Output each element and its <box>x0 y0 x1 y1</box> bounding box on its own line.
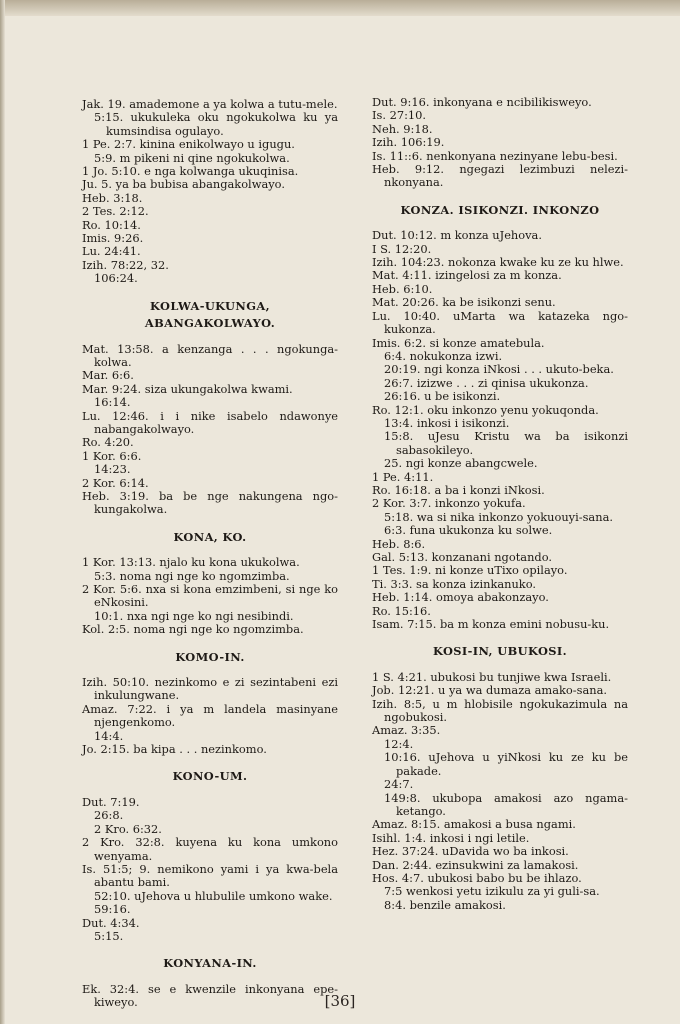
reference-entry: 1 Tes. 1:9. ni konze uTixo opilayo. <box>372 563 568 578</box>
section-heading: ABANGAKOLWAYO. <box>144 316 276 331</box>
reference-entry: Job. 12:21. u ya wa dumaza amako-sana. <box>372 683 607 698</box>
reference-entry: Izih. 78:22, 32. <box>82 257 169 272</box>
reference-entry: Heb. 1:14. omoya abakonzayo. <box>372 590 549 605</box>
reference-entry: Izih. 106:19. <box>372 135 445 150</box>
reference-entry: Is. 51:5; 9. nemikono yami i ya kwa-bela abantu bami. <box>82 861 338 890</box>
reference-entry: Kol. 2:5. noma ngi nge ko ngomzimba. <box>82 622 304 637</box>
section-heading: KONA, KO. <box>173 529 247 544</box>
reference-entry: 5:3. noma ngi nge ko ngomzimba. <box>94 568 290 583</box>
reference-entry: Heb. 3:18. <box>82 190 143 205</box>
reference-entry: Heb. 6:10. <box>372 281 433 296</box>
reference-entry: Lu. 24:41. <box>82 244 141 259</box>
reference-entry: Neh. 9:18. <box>372 121 433 136</box>
reference-entry: Ek. 32:4. se e kwenzile inkonyana epe-kiweyo. <box>82 981 338 1010</box>
reference-entry: Mat. 20:26. ka be isikonzi senu. <box>372 295 556 310</box>
reference-entry: Ro. 10:14. <box>82 217 141 232</box>
reference-entry: Amaz. 3:35. <box>372 723 441 738</box>
reference-entry: 2 Kro. 32:8. kuyena ku kona umkono wenyama. <box>82 835 338 863</box>
section-heading: KONYANA-IN. <box>163 956 257 971</box>
reference-entry: Ju. 5. ya ba bubisa abangakolwayo. <box>82 177 285 192</box>
reference-entry: Izih. 8:5, u m hlobisile ngokukazimula na ngobukosi. <box>372 696 628 725</box>
left-column <box>82 98 338 1010</box>
reference-entry: Ro. 12:1. oku inkonzo yenu yokuqonda. <box>372 402 599 417</box>
reference-entry: 5:15. <box>94 928 124 943</box>
reference-entry: Lu. 10:40. uMarta wa katazeka ngo-kukonza. <box>372 308 628 337</box>
reference-entry: 26:7. izizwe . . . zi qinisa ukukonza. <box>384 375 589 390</box>
reference-entry: Ro. 16:18. a ba i konzi iNkosi. <box>372 482 545 497</box>
reference-entry: I S. 12:20. <box>372 241 432 256</box>
page-number: [36] <box>324 992 356 1010</box>
reference-entry: 24:7. <box>384 777 414 792</box>
reference-entry: 1 Jo. 5:10. e nga kolwanga ukuqinisa. <box>82 164 299 179</box>
reference-entry: Isam. 7:15. ba m konza emini nobusu-ku. <box>372 617 610 632</box>
reference-entry: 59:16. <box>94 902 131 917</box>
reference-entry: 2 Tes. 2:12. <box>82 204 149 219</box>
page-binding-edge <box>0 0 5 1024</box>
right-column <box>372 96 628 912</box>
reference-entry: 106:24. <box>94 271 138 286</box>
reference-entry: Mat. 4:11. izingelosi za m konza. <box>372 268 562 283</box>
reference-entry: Hez. 37:24. uDavida wo ba inkosi. <box>372 844 569 859</box>
section-heading: KOSI-IN, UBUKOSI. <box>432 644 568 659</box>
reference-entry: 2 Kor. 5:6. nxa si kona emzimbeni, si nge ko eNkosini. <box>82 582 338 610</box>
reference-entry: Dut. 10:12. m konza uJehova. <box>372 228 542 243</box>
reference-entry: Mat. 13:58. a kenzanga . . . ngokunga-kolwa. <box>82 341 338 369</box>
reference-entry: 6:4. nokukonza izwi. <box>384 348 503 363</box>
reference-entry: Mar. 9:24. siza ukungakolwa kwami. <box>82 381 293 396</box>
reference-entry: 15:8. uJesu Kristu wa ba isikonzi sabasokileyo. <box>384 429 628 457</box>
reference-entry: 5:9. m pikeni ni qine ngokukolwa. <box>94 150 290 165</box>
reference-entry: 26:8. <box>94 808 124 823</box>
reference-entry: 6:3. funa ukukonza ku solwe. <box>384 523 553 538</box>
reference-entry: Isihl. 1:4. inkosi i ngi letile. <box>372 830 530 845</box>
reference-entry: 8:4. benzile amakosi. <box>384 897 506 912</box>
reference-entry: 20:19. ngi konza iNkosi . . . ukuto-beka. <box>384 362 614 377</box>
reference-entry: Izih. 50:10. nezinkomo e zi sezintabeni ezi inkulungwane. <box>82 675 338 703</box>
section-heading: KOLWA-UKUNGA, <box>150 298 270 313</box>
reference-entry: Heb. 8:6. <box>372 536 426 551</box>
page-top-shadow <box>0 0 680 16</box>
reference-entry: Is. 11::6. nenkonyana nezinyane lebu-besi. <box>372 148 618 163</box>
reference-entry: 1 Pe. 4:11. <box>372 469 434 484</box>
reference-entry: 5:18. wa si nika inkonzo yokuouyi-sana. <box>384 509 613 524</box>
reference-entry: 7:5 wenkosi yetu izikulu za yi guli-sa. <box>384 884 600 899</box>
reference-entry: 1 S. 4:21. ubukosi bu tunjiwe kwa Israeli. <box>372 669 612 684</box>
section-heading: KONO-UM. <box>172 769 248 784</box>
reference-entry: Ti. 3:3. sa konza izinkanuko. <box>372 576 536 591</box>
reference-entry: 149:8. ukubopa amakosi azo ngama-ketango. <box>384 790 628 818</box>
reference-entry: Is. 27:10. <box>372 108 427 123</box>
reference-entry: 2 Kor. 3:7. inkonzo yokufa. <box>372 496 526 511</box>
reference-entry: Dut. 4:34. <box>82 915 140 930</box>
reference-entry: Jo. 2:15. ba kipa . . . nezinkomo. <box>82 742 267 757</box>
reference-entry: Lu. 12:46. i i nike isabelo ndawonye nabangakolwayo. <box>82 408 338 436</box>
reference-entry: Amaz. 7:22. i ya m landela masinyane njengenkomo. <box>82 701 338 730</box>
reference-entry: 25. ngi konze abangcwele. <box>384 456 538 471</box>
reference-entry: 1 Kor. 13:13. njalo ku kona ukukolwa. <box>82 555 300 570</box>
reference-entry: 10:1. nxa ngi nge ko ngi nesibindi. <box>94 608 294 623</box>
reference-entry: 13:4. inkosi i isikonzi. <box>384 415 510 430</box>
reference-entry: Jak. 19. amademone a ya kolwa a tutu-mele. <box>82 97 338 111</box>
reference-entry: 1 Kor. 6:6. <box>82 448 142 463</box>
section-heading: KOMO-IN. <box>175 649 245 664</box>
reference-entry: 5:15. ukukuleka oku ngokukolwa ku ya kumsindisa ogulayo. <box>94 110 338 138</box>
reference-entry: Amaz. 8:15. amakosi a busa ngami. <box>372 817 576 832</box>
reference-entry: Imis. 6:2. si konze amatebula. <box>372 335 545 350</box>
reference-entry: Heb. 3:19. ba be nge nakungena ngo-kungakolwa. <box>82 488 338 517</box>
reference-entry: Izih. 104:23. nokonza kwake ku ze ku hlwe. <box>372 255 624 270</box>
reference-entry: 16:14. <box>94 395 131 410</box>
reference-entry: Ro. 4:20. <box>82 435 134 450</box>
reference-entry: 2 Kro. 6:32. <box>94 821 162 836</box>
reference-entry: Gal. 5:13. konzanani ngotando. <box>372 550 552 564</box>
section-heading: KONZA. ISIKONZI. INKONZO <box>400 202 600 217</box>
reference-entry: 10:16. uJehova u yiNkosi ku ze ku be pakade. <box>384 750 628 778</box>
reference-entry: 12:4. <box>384 736 414 751</box>
reference-entry: Heb. 9:12. ngegazi lezimbuzi nelezi-nkonyana. <box>372 162 628 190</box>
reference-entry: 14:23. <box>94 462 131 477</box>
reference-entry: Hos. 4:7. ubukosi babo bu be ihlazo. <box>372 870 582 885</box>
reference-entry: Dut. 7:19. <box>82 794 140 809</box>
reference-entry: 14:4. <box>94 728 124 743</box>
reference-entry: Mar. 6:6. <box>82 368 134 383</box>
reference-entry: 2 Kor. 6:14. <box>82 475 149 490</box>
reference-entry: Dan. 2:44. ezinsukwini za lamakosi. <box>372 857 579 872</box>
reference-entry: 1 Pe. 2:7. kinina enikolwayo u igugu. <box>82 137 295 152</box>
reference-entry: Ro. 15:16. <box>372 603 431 618</box>
reference-entry: Dut. 9:16. inkonyana e ncibilikisweyo. <box>372 95 592 109</box>
reference-entry: Imis. 9:26. <box>82 231 144 246</box>
reference-entry: 52:10. uJehova u hlubulile umkono wake. <box>94 888 333 903</box>
reference-entry: 26:16. u be isikonzi. <box>384 389 501 404</box>
